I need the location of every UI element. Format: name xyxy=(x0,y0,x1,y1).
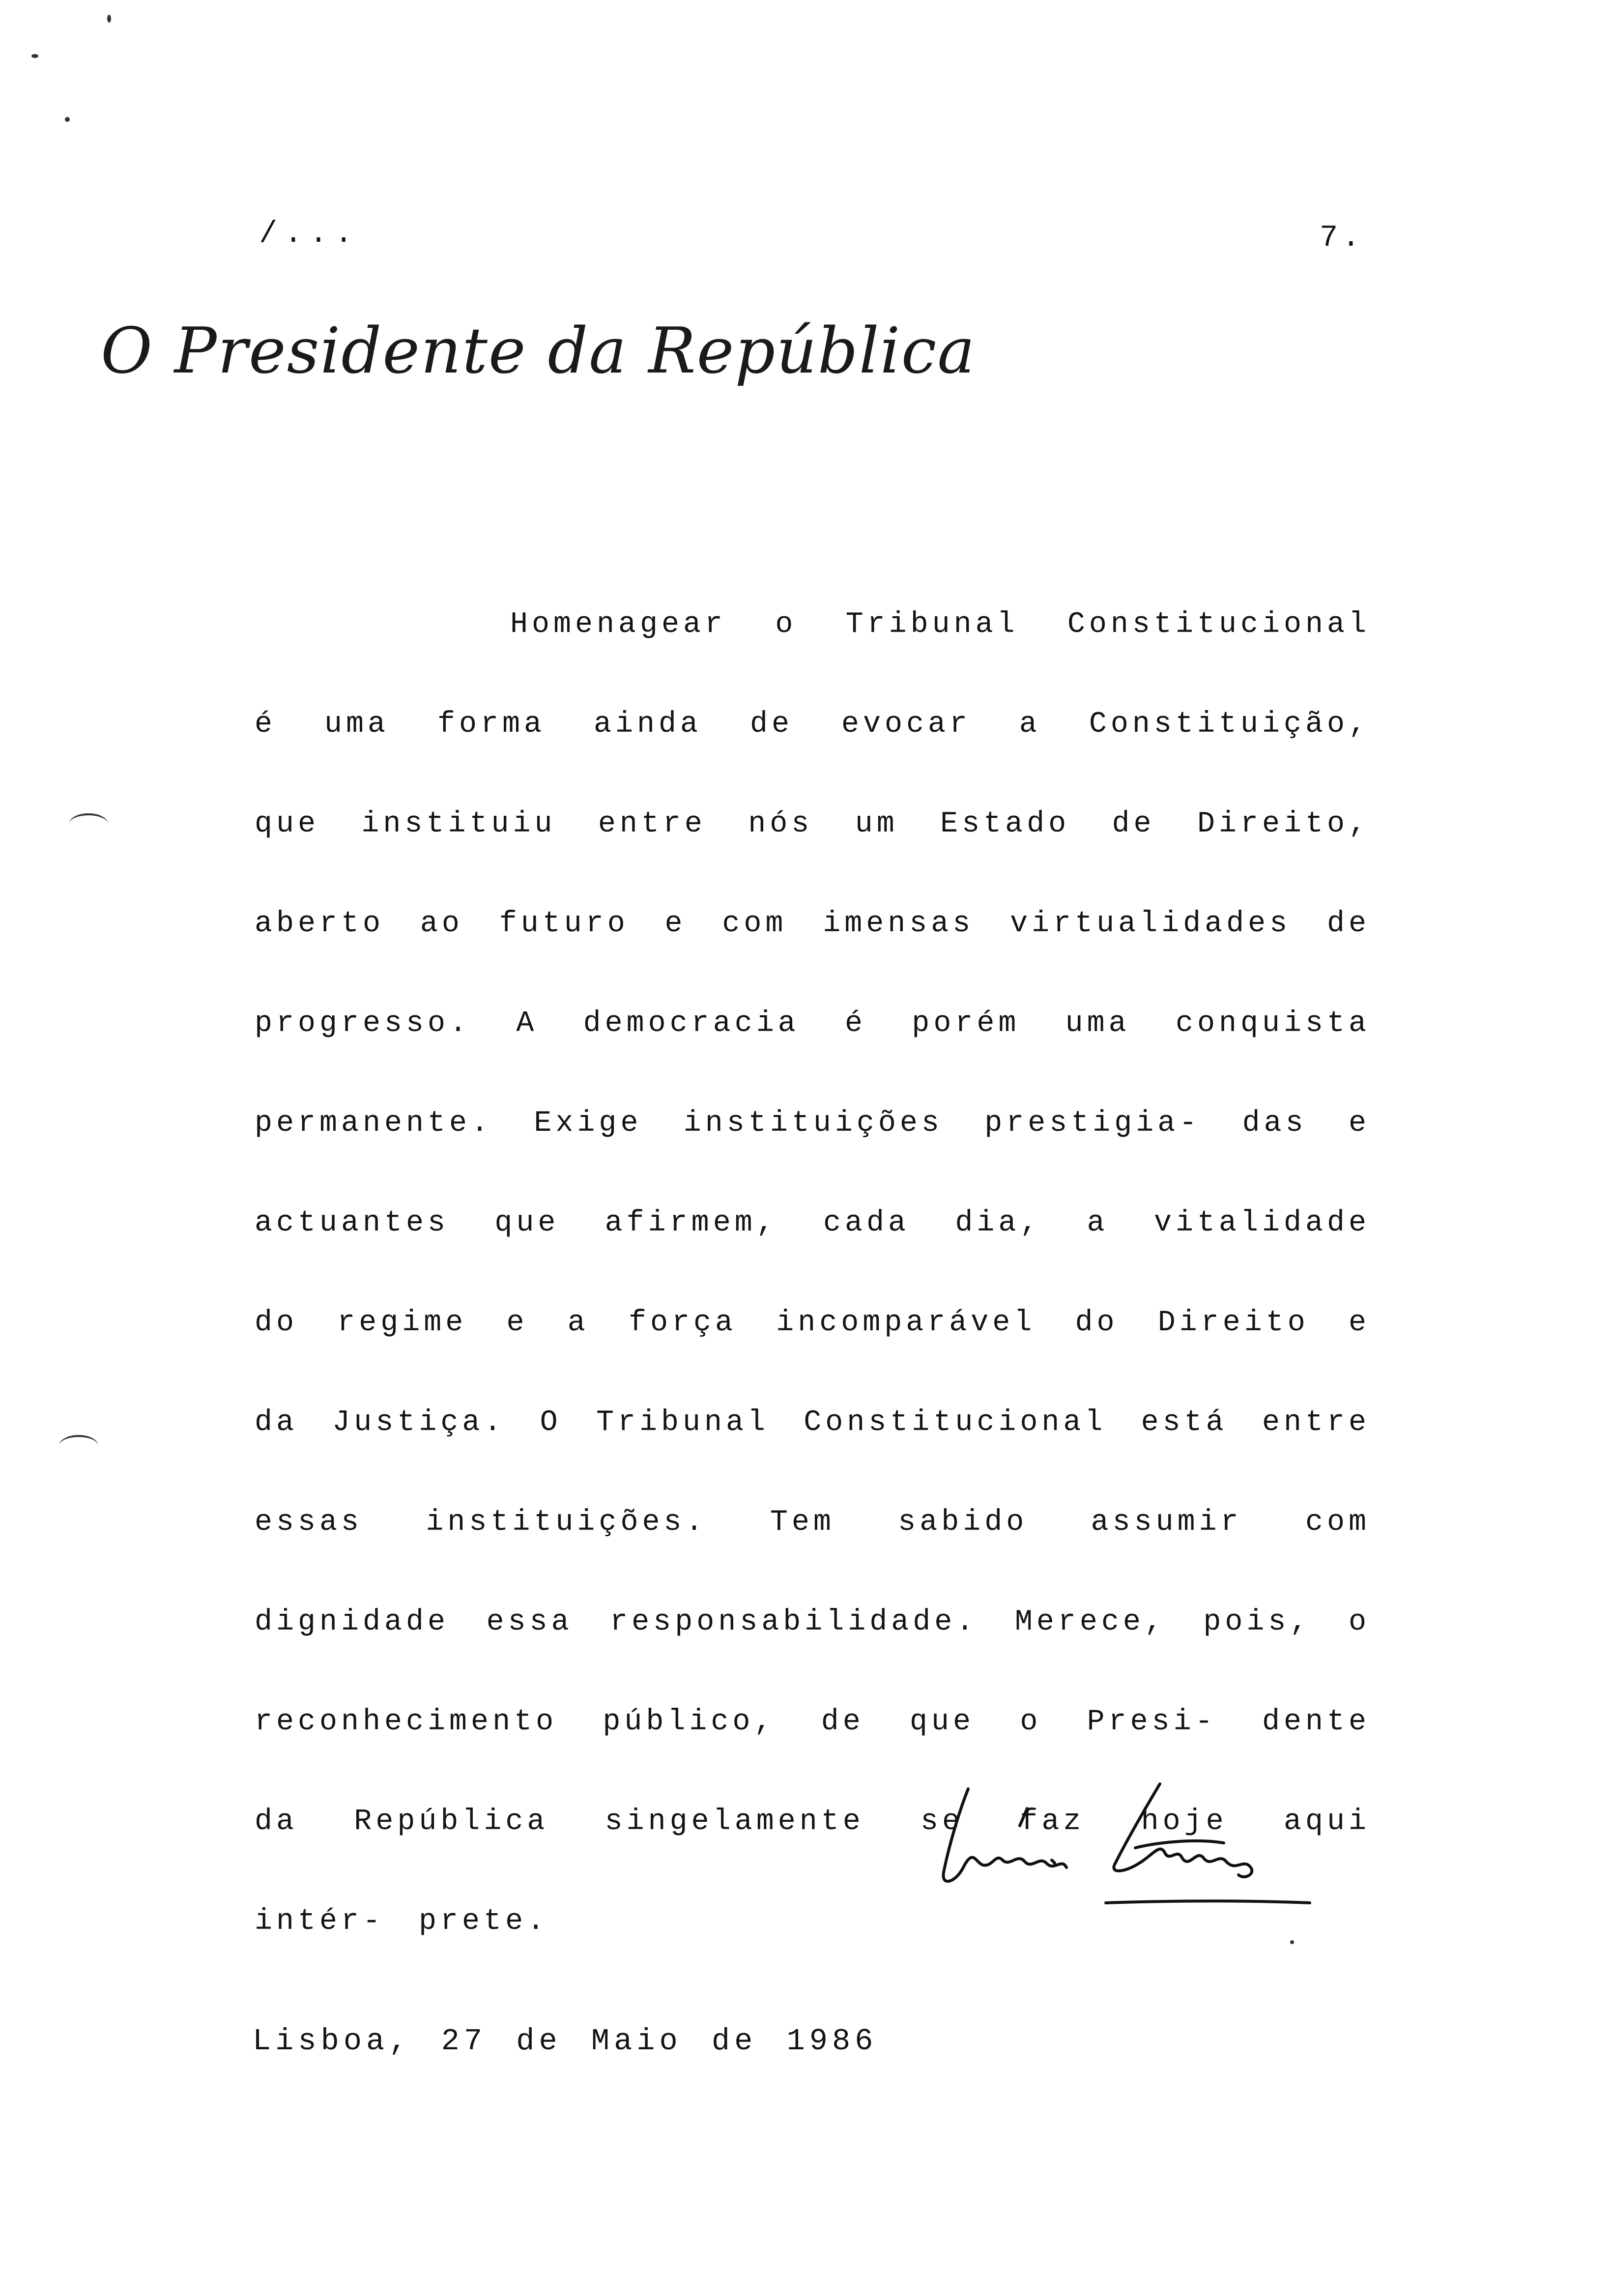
continuation-mark: /... xyxy=(259,216,360,251)
punch-hole-mark xyxy=(69,813,108,835)
letterhead-title: O Presidente da República xyxy=(101,315,976,388)
signature-graphic xyxy=(929,1774,1322,1912)
scan-speck xyxy=(107,15,111,23)
scan-speck xyxy=(31,54,38,58)
punch-hole-mark xyxy=(59,1435,98,1457)
handwritten-signature xyxy=(929,1774,1322,1912)
place-and-date: Lisboa, 27 de Maio de 1986 xyxy=(253,2024,878,2059)
scan-speck xyxy=(65,117,70,122)
page-number: 7. xyxy=(1320,220,1364,255)
body-paragraph: Homenagear o Tribunal Constitucional é uma forma ainda de evocar a Constituição, que instituiu entre nós um Estado de Direito, aberto ao futuro e com imensas virtualidades de progresso. A democracia é porém uma conquista permanente. Exige instituições prestigia- das e actuantes que afirmem, cada dia, a vitalidade do regime e a força incomparável do Direito e da Justiça. O Tribunal Constitucional está entre essas instituições. Tem sabido assumir com dignidade essa responsabilidade. Merece, pois, o reconhecimento público, de que o Presi- dente da República singelamente se faz hoje aqui intér- prete. xyxy=(255,608,1370,1938)
